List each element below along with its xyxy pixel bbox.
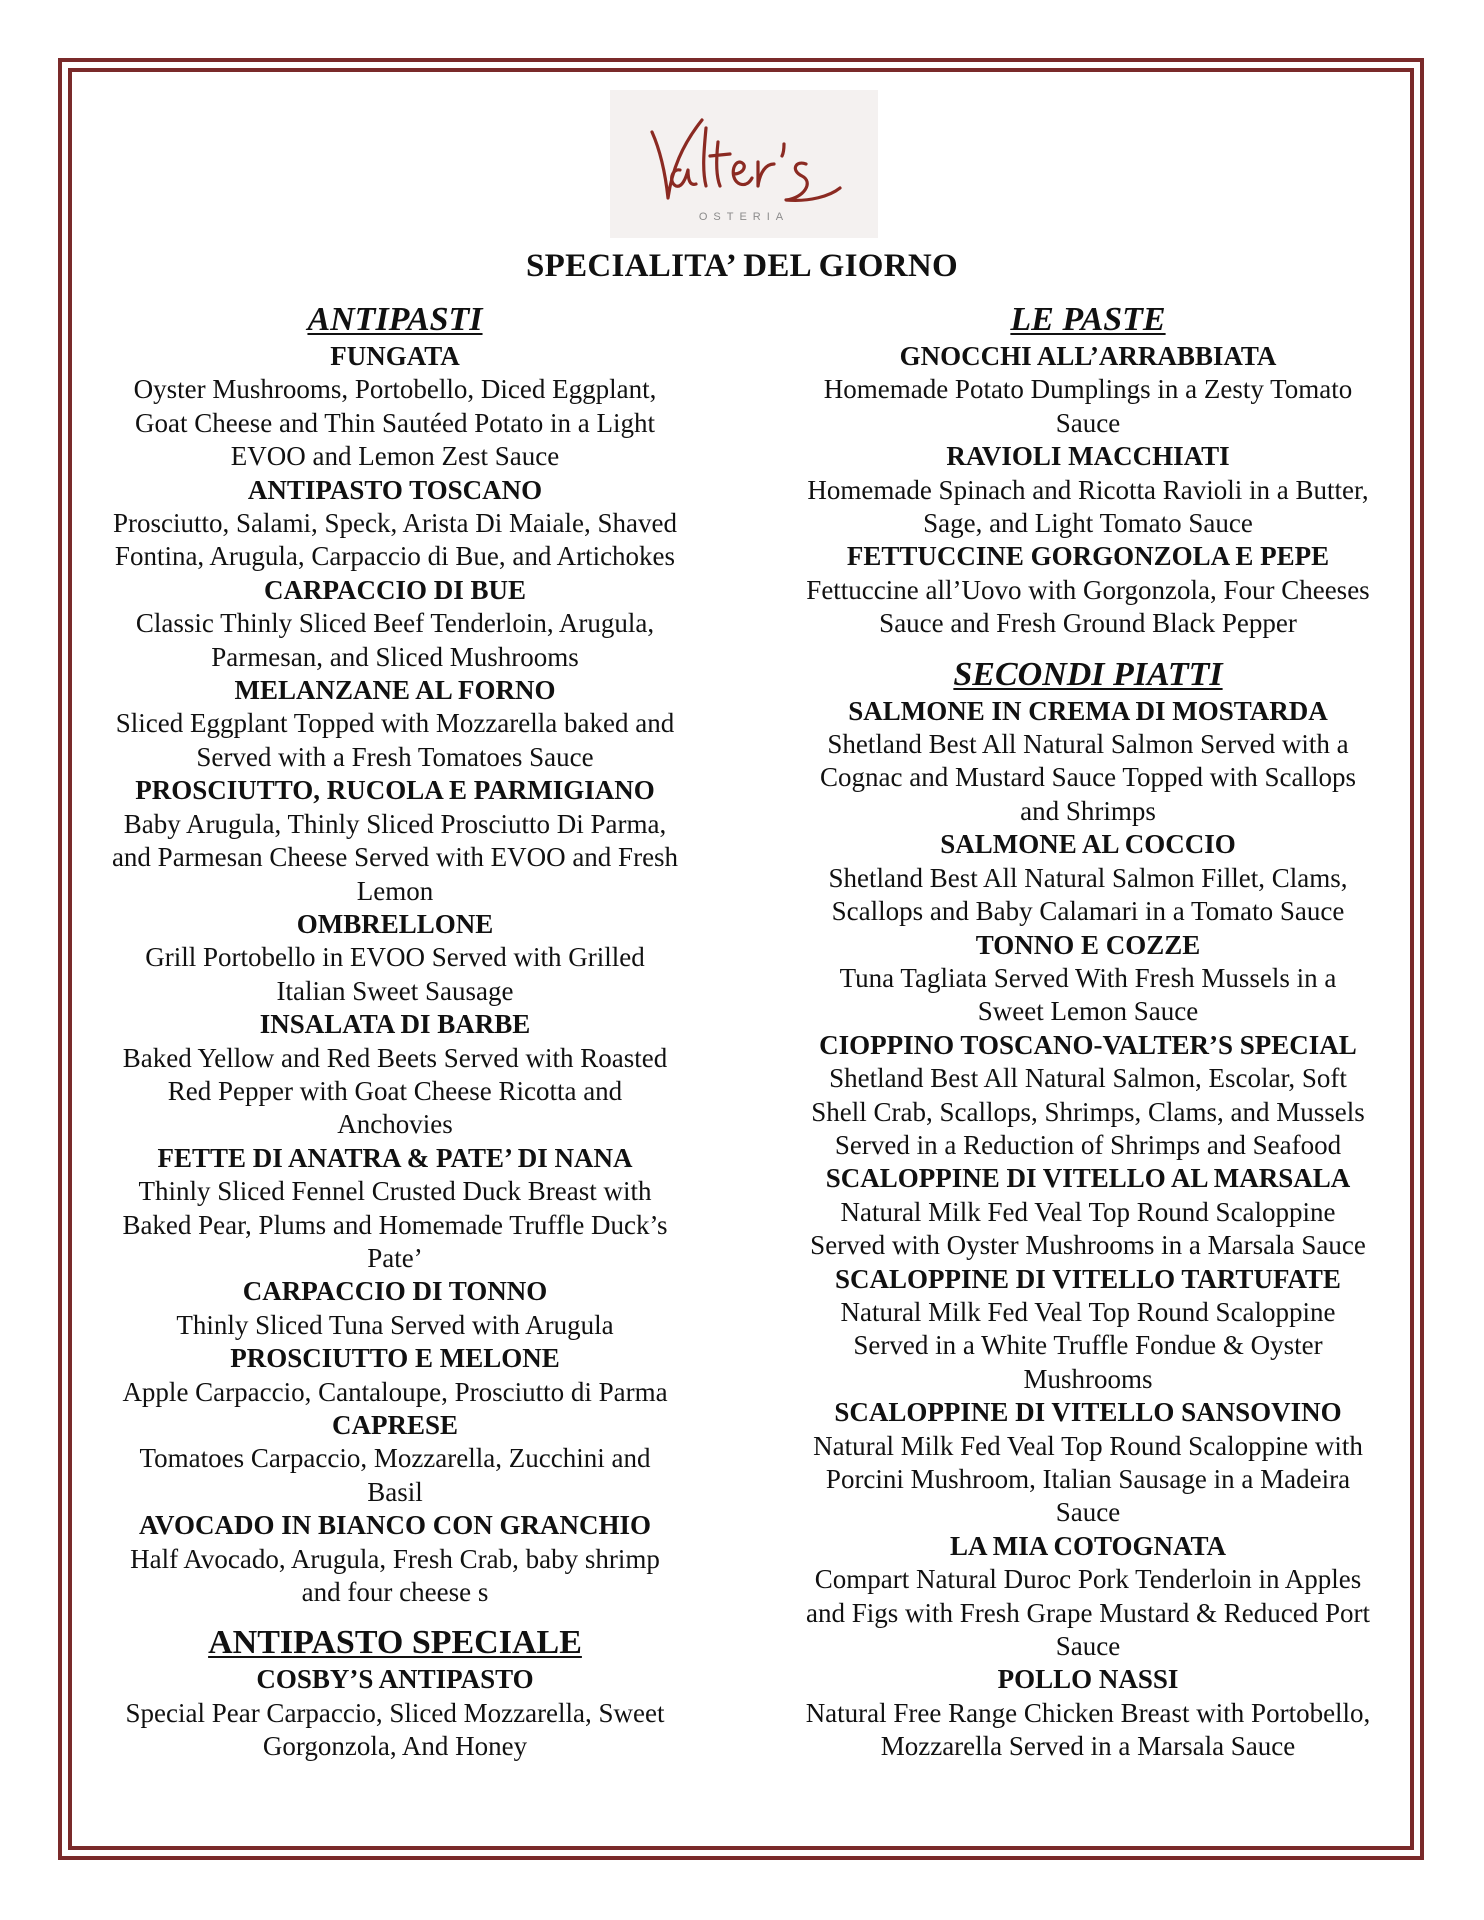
dish-name: PROSCIUTTO, RUCOLA E PARMIGIANO	[135, 775, 655, 806]
section-heading-le-paste: LE PASTE	[1010, 301, 1166, 338]
dish-description-line: Thinly Sliced Fennel Crusted Duck Breast with	[138, 1176, 652, 1207]
dish-description-line: EVOO and Lemon Zest Sauce	[230, 441, 560, 472]
dish-description-line: Prosciutto, Salami, Speck, Arista Di Maiale, Shaved	[113, 508, 677, 539]
dish-name: SCALOPPINE DI VITELLO AL MARSALA	[825, 1163, 1351, 1194]
dish-description-line: Sauce	[1055, 407, 1121, 438]
dish-description-line: Classic Thinly Sliced Beef Tenderloin, Arugula,	[135, 608, 655, 639]
dish-description-line: Sliced Eggplant Topped with Mozzarella baked and	[115, 708, 675, 739]
dish-name: TONNO E COZZE	[975, 929, 1201, 960]
dish-description-line: Thinly Sliced Tuna Served with Arugula	[176, 1309, 614, 1340]
dish-description-line: Fettuccine all’Uovo with Gorgonzola, Four Cheeses	[806, 574, 1370, 605]
dish-description-line: Sweet Lemon Sauce	[977, 996, 1199, 1027]
dish-description-line: Sauce	[1055, 1497, 1121, 1528]
dish-description-line: Served with a Fresh Tomatoes Sauce	[196, 741, 594, 772]
dish-description-line: Half Avocado, Arugula, Fresh Crab, baby shrimp	[130, 1543, 660, 1574]
dish-description-line: Gorgonzola, And Honey	[262, 1731, 528, 1762]
dish-description-line: Shetland Best All Natural Salmon Served with a	[827, 729, 1349, 760]
dish-name: FETTE DI ANATRA & PATE’ DI NANA	[157, 1142, 633, 1173]
paste-list	[772, 340, 1404, 641]
dish-name: COSBY’S ANTIPASTO	[256, 1664, 534, 1695]
dish-name: CAPRESE	[331, 1410, 459, 1440]
dish-name: RAVIOLI MACCHIATI	[946, 441, 1230, 472]
dish-description-line: Porcini Mushroom, Italian Sausage in a Madeira	[825, 1464, 1351, 1494]
dish-description-line: Sage, and Light Tomato Sauce	[923, 508, 1253, 539]
restaurant-logo	[610, 90, 878, 238]
dish-name: SALMONE AL COCCIO	[940, 829, 1236, 860]
antipasti-list	[80, 340, 710, 1609]
dish-description-line: Mozzarella Served in a Marsala Sauce	[880, 1731, 1296, 1762]
section-heading-antipasto-speciale: ANTIPASTO SPECIALE	[208, 1624, 582, 1662]
section-heading-secondi-piatti: SECONDI PIATTI	[953, 655, 1223, 693]
secondi-list	[772, 695, 1404, 1764]
dish-description-line: Baked Yellow and Red Beets Served with Roasted	[122, 1042, 668, 1073]
dish-description-line: Italian Sweet Sausage	[276, 975, 514, 1006]
dish-description-line: Sauce	[1055, 1631, 1121, 1662]
dish-description-line: Oyster Mushrooms, Portobello, Diced Eggplant,	[133, 374, 657, 405]
dish-description-line: Basil	[367, 1476, 423, 1507]
dish-description-line: Red Pepper with Goat Cheese Ricotta and	[167, 1075, 623, 1106]
dish-description-line: Shetland Best All Natural Salmon Fillet, Clams,	[828, 862, 1348, 893]
dish-description-line: Fontina, Arugula, Carpaccio di Bue, and Artichokes	[114, 541, 676, 572]
dish-name: CARPACCIO DI BUE	[263, 574, 526, 605]
dish-name: ANTIPASTO TOSCANO	[247, 474, 543, 505]
dish-name: FETTUCCINE GORGONZOLA E PEPE	[846, 541, 1330, 572]
dish-description-line: Cognac and Mustard Sauce Topped with Scallops	[819, 762, 1357, 793]
dish-name: SCALOPPINE DI VITELLO SANSOVINO	[834, 1397, 1342, 1428]
dish-description-line: Homemade Potato Dumplings in a Zesty Tomato	[823, 374, 1353, 405]
dish-name: SCALOPPINE DI VITELLO TARTUFATE	[835, 1263, 1341, 1294]
dish-description-line: and Parmesan Cheese Served with EVOO and Fresh	[111, 842, 679, 873]
dish-name: MELANZANE AL FORNO	[234, 675, 556, 706]
logo-subtitle	[699, 211, 789, 223]
dish-description-line: Compart Natural Duroc Pork Tenderloin in Apples	[814, 1564, 1362, 1595]
dish-description-line: Grill Portobello in EVOO Served with Grilled	[145, 942, 645, 973]
left-column	[80, 300, 710, 1764]
dish-description-line: Baked Pear, Plums and Homemade Truffle Duck’s	[122, 1209, 668, 1240]
dish-name: OMBRELLONE	[296, 908, 494, 939]
dish-name: FUNGATA	[330, 341, 460, 371]
dish-description-line: Parmesan, and Sliced Mushrooms	[211, 641, 579, 672]
svg-text:OSTERIA: OSTERIA	[698, 211, 790, 223]
dish-description-line: Tomatoes Carpaccio, Mozzarella, Zucchini and	[139, 1443, 651, 1474]
dish-description-line: Natural Milk Fed Veal Top Round Scaloppine	[840, 1296, 1336, 1327]
dish-description-line: Pate’	[367, 1242, 423, 1273]
dish-description-line: Served in a Reduction of Shrimps and Seafood	[834, 1129, 1342, 1160]
dish-description-line: Lemon	[356, 875, 434, 906]
dish-name: CARPACCIO DI TONNO	[242, 1276, 548, 1307]
dish-description-line: and four cheese s	[301, 1577, 489, 1608]
dish-description-line: Special Pear Carpaccio, Sliced Mozzarella, Sweet	[125, 1697, 665, 1728]
dish-description-line: Natural Milk Fed Veal Top Round Scaloppine	[840, 1196, 1336, 1227]
dish-name: PROSCIUTTO E MELONE	[230, 1343, 560, 1374]
right-column	[772, 300, 1404, 1764]
dish-description-line: Shetland Best All Natural Salmon, Escolar, Soft	[829, 1063, 1347, 1094]
dish-description-line: Served with Oyster Mushrooms in a Marsala Sauce	[810, 1230, 1366, 1261]
dish-description-line: Goat Cheese and Thin Sautéed Potato in a Light	[135, 407, 655, 438]
dish-description-line: Anchovies	[337, 1109, 453, 1140]
dish-description-line: Natural Milk Fed Veal Top Round Scaloppine with	[813, 1430, 1363, 1461]
dish-description-line: and Figs with Fresh Grape Mustard & Reduced Port	[806, 1597, 1370, 1628]
dish-description-line: Shell Crab, Scallops, Shrimps, Clams, and Mussels	[811, 1096, 1365, 1127]
antipasto-speciale-list	[80, 1663, 710, 1763]
dish-name: POLLO NASSI	[997, 1664, 1179, 1695]
dish-description-line: Sauce and Fresh Ground Black Pepper	[879, 608, 1297, 639]
dish-description-line: and Shrimps	[1020, 795, 1156, 826]
dish-description-line: Apple Carpaccio, Cantaloupe, Prosciutto di Parma	[122, 1376, 668, 1407]
dish-description-line: Served in a White Truffle Fondue & Oyster	[853, 1330, 1323, 1361]
dish-description-line: Natural Free Range Chicken Breast with Portobello,	[805, 1697, 1371, 1728]
dish-description-line: Baby Arugula, Thinly Sliced Prosciutto Di Parma,	[123, 808, 667, 839]
dish-description-line: Scallops and Baby Calamari in a Tomato Sauce	[831, 896, 1345, 927]
dish-name: SALMONE IN CREMA DI MOSTARDA	[848, 695, 1328, 726]
dish-description-line: Mushrooms	[1023, 1363, 1153, 1394]
page-title: SPECIALITA’ DEL GIORNO	[525, 248, 958, 284]
dish-name: CIOPPINO TOSCANO-VALTER’S SPECIAL	[819, 1029, 1357, 1060]
dish-name: GNOCCHI ALL’ARRABBIATA	[899, 341, 1277, 371]
section-heading-antipasti: ANTIPASTI	[307, 301, 483, 338]
dish-name: AVOCADO IN BIANCO CON GRANCHIO	[139, 1510, 651, 1541]
dish-description-line: Tuna Tagliata Served With Fresh Mussels in a	[839, 962, 1337, 993]
dish-name: LA MIA COTOGNATA	[949, 1530, 1227, 1561]
dish-name: INSALATA DI BARBE	[259, 1009, 531, 1040]
dish-description-line: Homemade Spinach and Ricotta Ravioli in a Butter,	[807, 474, 1369, 505]
